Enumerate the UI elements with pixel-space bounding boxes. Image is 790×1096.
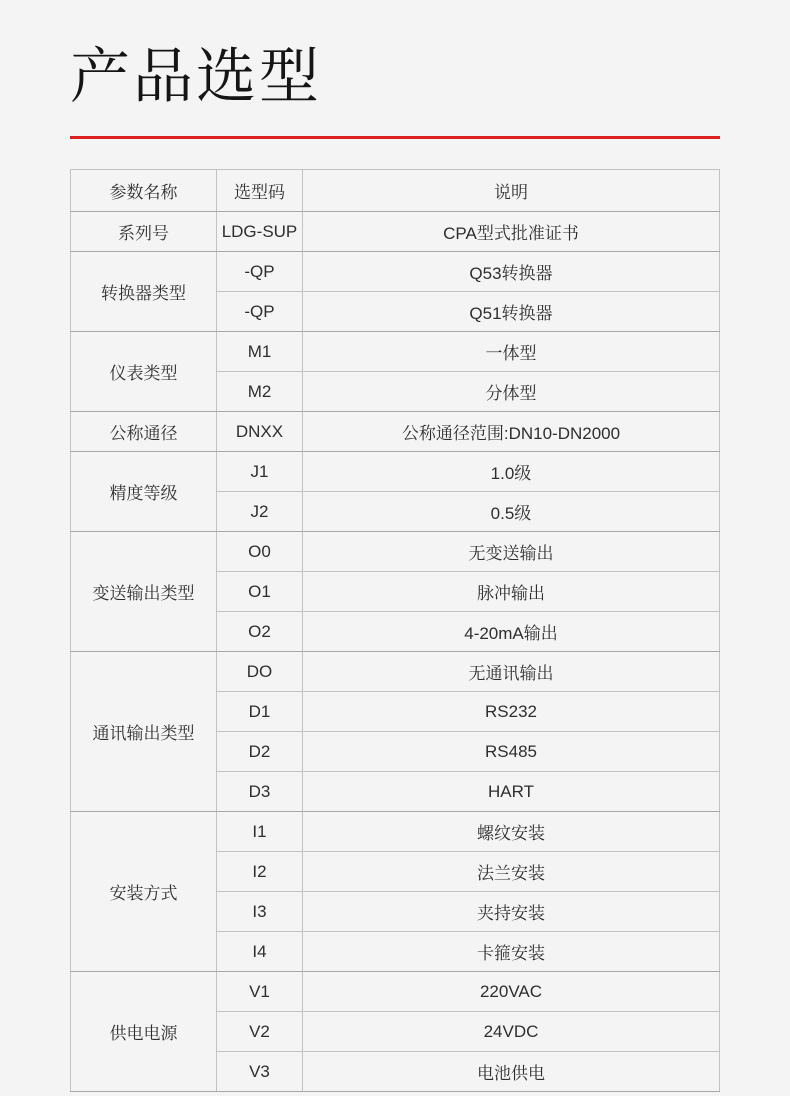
code-cell: I4	[217, 932, 303, 972]
page-content	[70, 0, 720, 1092]
description-cell: Q51转换器	[303, 292, 720, 332]
table-row	[71, 212, 720, 252]
description-cell: 法兰安装	[303, 852, 720, 892]
code-cell: DO	[217, 652, 303, 692]
code-cell: J1	[217, 452, 303, 492]
column-header-description: 说明	[303, 170, 720, 212]
code-cell: O2	[217, 612, 303, 652]
description-cell: 一体型	[303, 332, 720, 372]
code-cell: V3	[217, 1052, 303, 1092]
product-selection-table	[70, 169, 720, 1092]
param-name-cell: 仪表类型	[71, 332, 217, 412]
code-cell: I3	[217, 892, 303, 932]
description-cell: 分体型	[303, 372, 720, 412]
description-cell: 0.5级	[303, 492, 720, 532]
table-header-row	[71, 170, 720, 212]
description-cell: 无变送输出	[303, 532, 720, 572]
param-name-cell: 转换器类型	[71, 252, 217, 332]
description-cell: RS485	[303, 732, 720, 772]
description-cell: 220VAC	[303, 972, 720, 1012]
table-row	[71, 532, 720, 572]
code-cell: DNXX	[217, 412, 303, 452]
code-cell: J2	[217, 492, 303, 532]
description-cell: 24VDC	[303, 1012, 720, 1052]
description-cell: RS232	[303, 692, 720, 732]
param-name-cell: 变送输出类型	[71, 532, 217, 652]
code-cell: O1	[217, 572, 303, 612]
description-cell: 螺纹安装	[303, 812, 720, 852]
description-cell: 电池供电	[303, 1052, 720, 1092]
column-header-code: 选型码	[217, 170, 303, 212]
table-row	[71, 452, 720, 492]
code-cell: O0	[217, 532, 303, 572]
table-row	[71, 652, 720, 692]
table-body	[71, 212, 720, 1092]
code-cell: -QP	[217, 292, 303, 332]
code-cell: M2	[217, 372, 303, 412]
param-name-cell: 供电电源	[71, 972, 217, 1092]
code-cell: -QP	[217, 252, 303, 292]
description-cell: 脉冲输出	[303, 572, 720, 612]
description-cell: Q53转换器	[303, 252, 720, 292]
description-cell: 无通讯输出	[303, 652, 720, 692]
code-cell: D1	[217, 692, 303, 732]
code-cell: LDG-SUP	[217, 212, 303, 252]
param-name-cell: 系列号	[71, 212, 217, 252]
param-name-cell: 精度等级	[71, 452, 217, 532]
description-cell: 公称通径范围:DN10-DN2000	[303, 412, 720, 452]
description-cell: 夹持安装	[303, 892, 720, 932]
table-row	[71, 332, 720, 372]
table-row	[71, 412, 720, 452]
code-cell: I2	[217, 852, 303, 892]
column-header-param-name: 参数名称	[71, 170, 217, 212]
page-title: 产品选型	[70, 43, 322, 110]
param-name-cell: 通讯输出类型	[71, 652, 217, 812]
param-name-cell: 公称通径	[71, 412, 217, 452]
code-cell: I1	[217, 812, 303, 852]
description-cell: 4-20mA输出	[303, 612, 720, 652]
param-name-cell: 安装方式	[71, 812, 217, 972]
description-cell: CPA型式批准证书	[303, 212, 720, 252]
table-row	[71, 252, 720, 292]
table-row	[71, 812, 720, 852]
code-cell: D2	[217, 732, 303, 772]
description-cell: 卡箍安装	[303, 932, 720, 972]
code-cell: V2	[217, 1012, 303, 1052]
table-row	[71, 972, 720, 1012]
code-cell: D3	[217, 772, 303, 812]
description-cell: HART	[303, 772, 720, 812]
code-cell: M1	[217, 332, 303, 372]
title-underline	[70, 136, 720, 139]
code-cell: V1	[217, 972, 303, 1012]
description-cell: 1.0级	[303, 452, 720, 492]
